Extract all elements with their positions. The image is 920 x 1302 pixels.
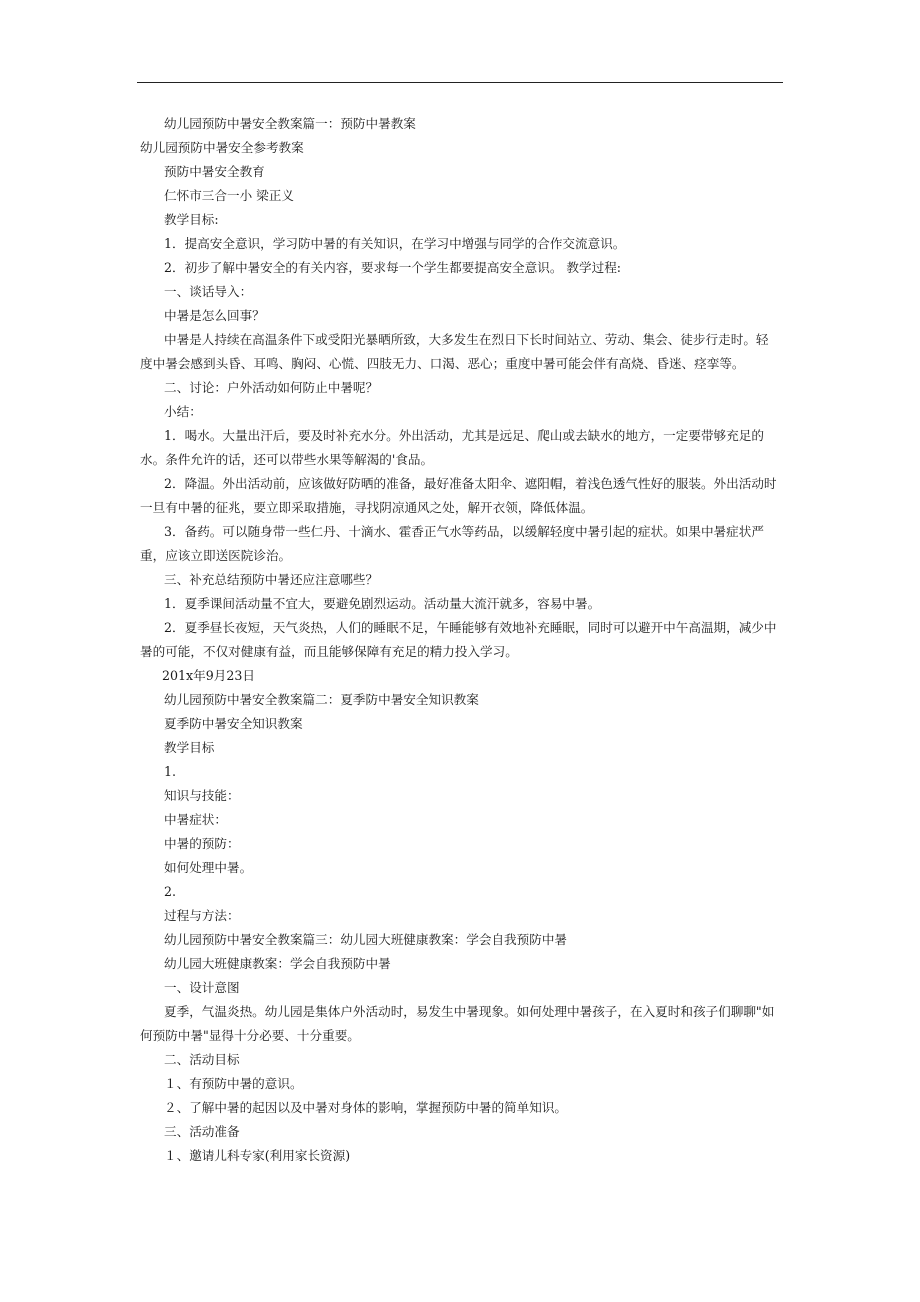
number-1: 1. — [164, 764, 177, 779]
heading-design: 一、设计意图 — [164, 980, 240, 995]
handling: 如何处理中暑。 — [164, 860, 253, 875]
section-title-3: 幼儿园预防中暑安全教案篇三：幼儿园大班健康教案：学会自我预防中暑 — [164, 932, 567, 947]
paragraph-design: 夏季，气温炎热。幼儿园是集体户外活动时，易发生中暑现象。如何处理中暑孩子，在入夏时和孩子们聊聊"如何预防中暑"显得十分必要、十分重要。 — [140, 1004, 775, 1043]
heading-preparation: 三、活动准备 — [164, 1124, 240, 1139]
goal-item-2: 2．初步了解中暑安全的有关内容，要求每一个学生都要提高安全意识。 教学过程: — [164, 260, 622, 275]
tip-cool-down: 2．降温。外出活动前，应该做好防晒的准备，最好准备太阳伞、遮阳帽，着浅色透气性好的服装。外出活动时一旦有中暑的征兆，要立即采取措施，寻找阴凉通风之处，解开衣领，降低体温。 — [140, 476, 777, 515]
date-line: 201x年9月23日 — [162, 668, 255, 683]
summary-label: 小结： — [164, 404, 202, 419]
heading-goals: 教学目标: — [164, 212, 219, 227]
document-body — [140, 112, 780, 1168]
tip-medicine: 3．备药。可以随身带一些仁丹、十滴水、霍香正气水等药品，以缓解轻度中暑引起的症状。如果中暑症状严重，应该立即送医院诊治。 — [140, 524, 764, 563]
section-2-subtitle: 夏季防中暑安全知识教案 — [164, 716, 303, 731]
heading-intro: 一、谈话导入： — [164, 284, 253, 299]
activity-goal-2: ２、了解中暑的起因以及中暑对身体的影响，掌握预防中暑的简单知识。 — [164, 1100, 567, 1115]
section-title-1: 幼儿园预防中暑安全教案篇一：预防中暑教案 — [164, 116, 416, 131]
prevention: 中暑的预防： — [164, 836, 240, 851]
section-title-2: 幼儿园预防中暑安全教案篇二：夏季防中暑安全知识教案 — [164, 692, 479, 707]
header-rule — [137, 82, 783, 83]
author-line: 仁怀市三合一小 梁正义 — [164, 188, 294, 203]
section-3-subtitle: 幼儿园大班健康教案：学会自我预防中暑 — [164, 956, 391, 971]
symptoms: 中暑症状： — [164, 812, 227, 827]
heading-supplement: 三、补充总结预防中暑还应注意哪些？ — [164, 572, 379, 587]
goal-item-1: 1．提高安全意识，学习防中暑的有关知识，在学习中增强与同学的合作交流意识。 — [164, 236, 626, 251]
heading-activity-goals: 二、活动目标 — [164, 1052, 240, 1067]
tip-drink-water: 1．喝水。大量出汗后，要及时补充水分。外出活动，尤其是远足、爬山或去缺水的地方，一定要带够充足的水。条件允许的话，还可以带些水果等解渴的'食品。 — [140, 428, 764, 467]
heading-goals-2: 教学目标 — [164, 740, 215, 755]
supplement-item-2: 2．夏季昼长夜短，天气炎热，人们的睡眠不足，午睡能够有效地补充睡眠，同时可以避开中午高温期，减少中暑的可能，不仅对健康有益，而且能够保障有充足的精力投入学习。 — [140, 620, 777, 659]
paragraph-heatstroke: 中暑是人持续在高温条件下或受阳光暴晒所致，大多发生在烈日下长时间站立、劳动、集会、徒步行走时。轻度中暑会感到头昏、耳鸣、胸闷、心慌、四肢无力、口渴、恶心；重度中暑可能会伴有高烧、昏迷、痉挛等。 — [140, 332, 769, 371]
activity-goal-1: １、有预防中暑的意识。 — [164, 1076, 303, 1091]
process-methods: 过程与方法： — [164, 908, 240, 923]
supplement-item-1: 1．夏季课间活动量不宜大，要避免剧烈运动。活动量大流汗就多，容易中暑。 — [164, 596, 601, 611]
number-2: 2. — [164, 884, 177, 899]
preparation-item-1: １、邀请儿科专家(利用家长资源) — [164, 1148, 351, 1163]
heading-discussion: 二、讨论：户外活动如何防止中暑呢？ — [164, 380, 379, 395]
question-line: 中暑是怎么回事？ — [164, 308, 265, 323]
subtitle: 预防中暑安全教育 — [164, 164, 265, 179]
doc-title: 幼儿园预防中暑安全参考教案 — [140, 140, 304, 155]
knowledge-skills: 知识与技能： — [164, 788, 240, 803]
